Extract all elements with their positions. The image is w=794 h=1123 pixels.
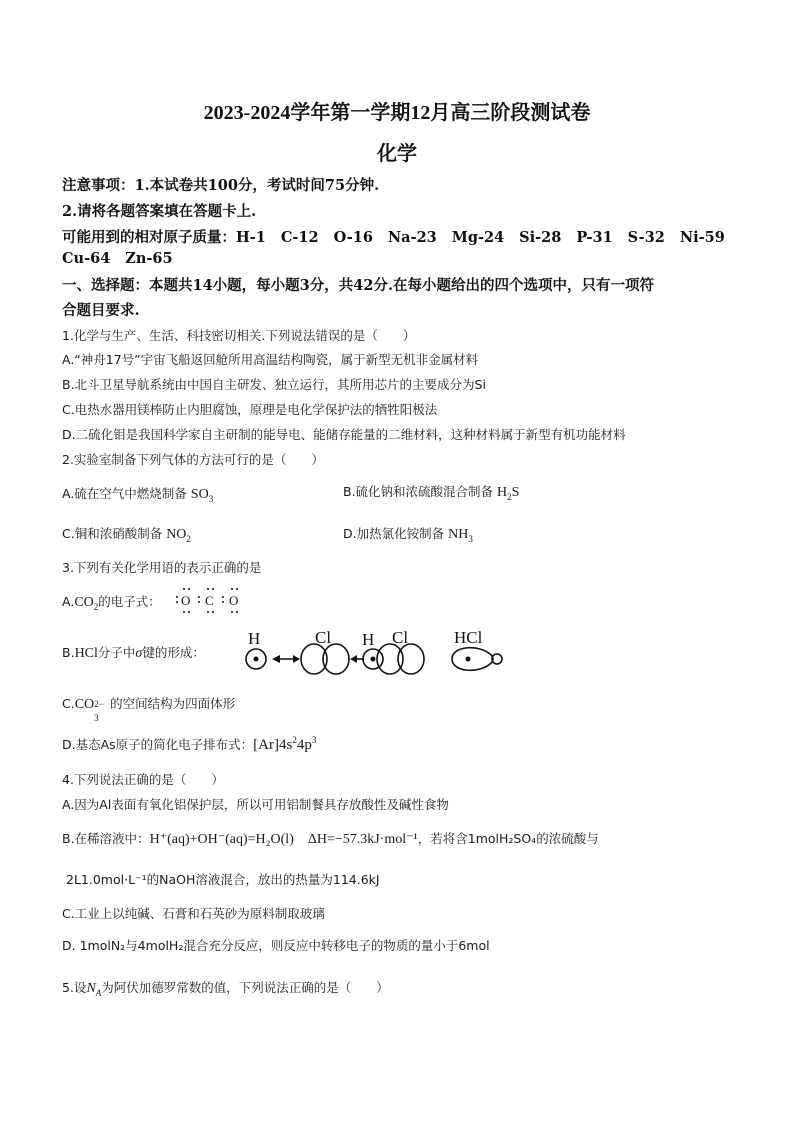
q3-b-formula: HCl — [74, 646, 98, 661]
q3-stem: 3.下列有关化学用语的表示正确的是 — [62, 560, 262, 575]
q2-d-formula: $NH_3$ — [448, 527, 473, 544]
q1-option-c: C.电热水器用镁棒防止内胆腐蚀，原理是电化学保护法的牺牲阳极法 — [62, 402, 438, 417]
q2-c-text: C.铜和浓硝酸制备 — [62, 526, 163, 541]
q3-option-c: C.CO 2− 3 的空间结构为四面体形 — [62, 696, 236, 723]
diagram-label-cl-2: Cl — [392, 628, 409, 647]
q4-option-c: C.工业上以纯碱、石膏和石英砂为原料制取玻璃 — [62, 906, 325, 921]
q5-stem: 5.设$N_A$为阿伏加德罗常数的值，下列说法正确的是（ ） — [62, 980, 389, 998]
q3-option-d: D.基态As原子的简化电子排布式：$[Ar]4s^24p^3$ — [62, 735, 317, 753]
mass-c: C-12 — [280, 229, 319, 246]
notes-line-2: 2.请将各题答案填在答题卡上. — [62, 203, 257, 220]
cl-orbital-overlap-right — [398, 644, 424, 674]
co2-o-left: O — [181, 593, 191, 608]
q1-option-d: D.二硫化钼是我国科学家自主研制的能导电、能储存能量的二维材料，这种材料属于新型有机功能材料 — [62, 427, 626, 442]
mass-si: Si-28 — [519, 229, 562, 246]
co2-o-right: O — [229, 593, 239, 608]
co2-electron-formula — [175, 584, 247, 616]
diagram-label-cl-1: Cl — [315, 628, 332, 647]
mass-cu: Cu-64 — [62, 250, 111, 267]
sigma-symbol: σ — [135, 646, 143, 661]
subject-title: 化学 — [377, 143, 417, 165]
q2-option-d — [343, 524, 473, 544]
hcl-sigma-bond-orbital — [452, 648, 493, 671]
q2-option-b — [343, 482, 519, 502]
diagram-label-hcl: HCl — [454, 628, 483, 647]
exam-title: 2023-2024学年第一学期12月高三阶段测试卷 — [203, 102, 591, 124]
mass-ni: Ni-59 — [679, 229, 725, 246]
mass-h: H-1 — [236, 229, 266, 246]
q3-a-formula: $CO_2$ — [74, 595, 99, 612]
section-heading-line-2: 合题目要求. — [62, 302, 140, 319]
atomic-masses-row-1 — [62, 226, 725, 247]
q2-a-formula: $SO_3$ — [190, 487, 214, 504]
q2-c-formula: $NO_2$ — [166, 527, 191, 544]
diagram-label-h-2: H — [362, 630, 375, 649]
q3-c-formula: CO 2− 3 — [74, 697, 104, 723]
q4-option-b: B.在稀溶液中：H⁺(aq)+OH⁻(aq)=H₂O(l) ΔH=−57.3kJ·mol⁻¹，若将含1molH₂SO₄的浓硫酸与 — [62, 831, 599, 847]
q3-option-b: B.HCl分子中σ键的形成： — [62, 645, 205, 661]
arrowhead-mid — [293, 655, 300, 663]
mass-mg: Mg-24 — [451, 229, 505, 246]
q3-option-a: $A.CO_2$的电子式： — [62, 594, 161, 612]
neutralization-equation: H⁺(aq)+OH⁻(aq)=H₂O(l) ΔH=−57.3kJ·mol⁻¹ — [149, 832, 418, 847]
q1-option-b: B.北斗卫星导航系统由中国自主研发、独立运行，其所用芯片的主要成分为Si — [62, 377, 486, 392]
q2-stem: 2.实验室制备下列气体的方法可行的是（ ） — [62, 452, 324, 467]
mass-p: P-31 — [576, 229, 613, 246]
avogadro-symbol: $N_A$ — [86, 981, 102, 998]
arrowhead-left — [272, 655, 280, 663]
q4-option-b-line-2: 2L1.0mol·L⁻¹的NaOH溶液混合，放出的热量为114.6kJ — [66, 872, 380, 887]
mass-s: S-32 — [627, 229, 665, 246]
mass-o: O-16 — [333, 229, 373, 246]
q2-d-text: D.加热氯化铵制备 — [343, 526, 445, 541]
q2-b-text: B.硫化钠和浓硫酸混合制备 — [343, 484, 494, 499]
sigma-bond-formation-diagram — [240, 626, 510, 676]
q2-a-text: A.硫在空气中燃烧制备 — [62, 486, 187, 501]
q4-option-a: A.因为Al表面有氧化铝保护层，所以可用铝制餐具存放酸性及碱性食物 — [62, 797, 449, 812]
q1-stem: 1.化学与生产、生活、科技密切相关.下列说法错误的是（ ） — [62, 328, 416, 343]
co2-c: C — [205, 593, 214, 608]
cl-orbital-overlap-left — [377, 644, 403, 674]
mass-zn: Zn-65 — [125, 250, 173, 267]
q2-option-a — [62, 484, 213, 504]
as-electron-configuration: $[Ar]4s^24p^3$ — [253, 735, 317, 753]
q1-option-a: A.“神舟17号”宇宙飞船返回舱所用高温结构陶瓷，属于新型无机非金属材料 — [62, 352, 479, 367]
section-heading-line-1: 一、选择题：本题共14小题，每小题3分，共42分.在每小题给出的四个选项中，只有一项符 — [62, 277, 654, 294]
q2-option-c — [62, 524, 191, 544]
diagram-label-h-1: H — [248, 629, 261, 648]
q2-b-formula: $H_2S$ — [497, 485, 520, 502]
arrowhead-right — [350, 655, 357, 663]
atomic-masses-row-2 — [62, 250, 173, 267]
notes-line-1: 注意事项：1.本试卷共100分，考试时间75分钟. — [62, 177, 380, 194]
atomic-masses-label: 可能用到的相对原子质量： — [62, 229, 236, 246]
q4-option-d: D. 1molN₂与4molH₂混合充分反应，则反应中转移电子的物质的量小于6mol — [62, 938, 490, 953]
q4-stem: 4.下列说法正确的是（ ） — [62, 772, 224, 787]
mass-na: Na-23 — [387, 229, 437, 246]
